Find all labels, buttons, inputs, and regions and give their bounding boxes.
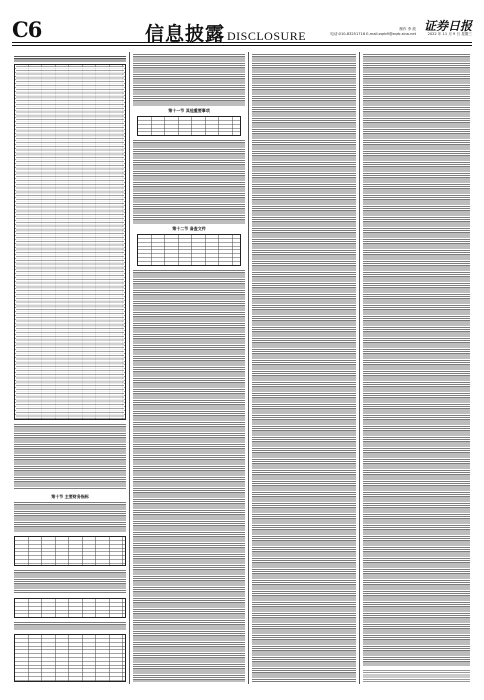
section-heading: 第十一节 其他重要事项 <box>168 108 210 113</box>
body-text-block <box>363 54 470 666</box>
body-text-block <box>14 424 126 490</box>
column-4 <box>361 52 472 684</box>
header-rule <box>12 42 472 43</box>
section-title-en: DISCLOSURE <box>227 29 307 43</box>
column-3 <box>250 52 358 684</box>
section-heading: 第十节 主要财务指标 <box>51 494 89 499</box>
editor-line: 制作 李 波 <box>399 27 416 31</box>
shareholder-table-text <box>16 66 124 418</box>
financial-table <box>14 634 126 682</box>
body-text-block <box>14 570 126 594</box>
column-divider <box>359 52 360 684</box>
body-text-block <box>133 270 245 682</box>
page-number: C6 <box>12 17 42 42</box>
financial-table <box>14 536 126 566</box>
contact-line: 电话:010-83251716 E-mail:zqrb9@zqrb.sina.net <box>330 32 416 36</box>
page-header <box>12 17 472 45</box>
body-text-block <box>14 622 126 630</box>
newspaper-logo: 证券日报 <box>423 19 472 33</box>
data-table <box>137 234 241 266</box>
column-divider <box>248 52 249 684</box>
column-2 <box>131 52 247 684</box>
body-text-block <box>133 54 245 106</box>
table-caption <box>14 56 126 62</box>
financial-table <box>14 598 126 618</box>
header-rule-thin <box>12 45 472 46</box>
date-line: 2022 年 11 月 9 日 星期三 <box>427 32 472 36</box>
body-text-block <box>252 54 356 682</box>
body-text-block <box>133 140 245 224</box>
body-text-block <box>14 502 126 532</box>
column-divider <box>129 52 130 684</box>
body-text-block <box>363 670 470 682</box>
data-table <box>137 116 241 136</box>
column-1 <box>12 52 128 684</box>
section-heading: 第十二节 备查文件 <box>172 226 206 231</box>
section-title-cn: 信息披露 <box>145 23 226 45</box>
